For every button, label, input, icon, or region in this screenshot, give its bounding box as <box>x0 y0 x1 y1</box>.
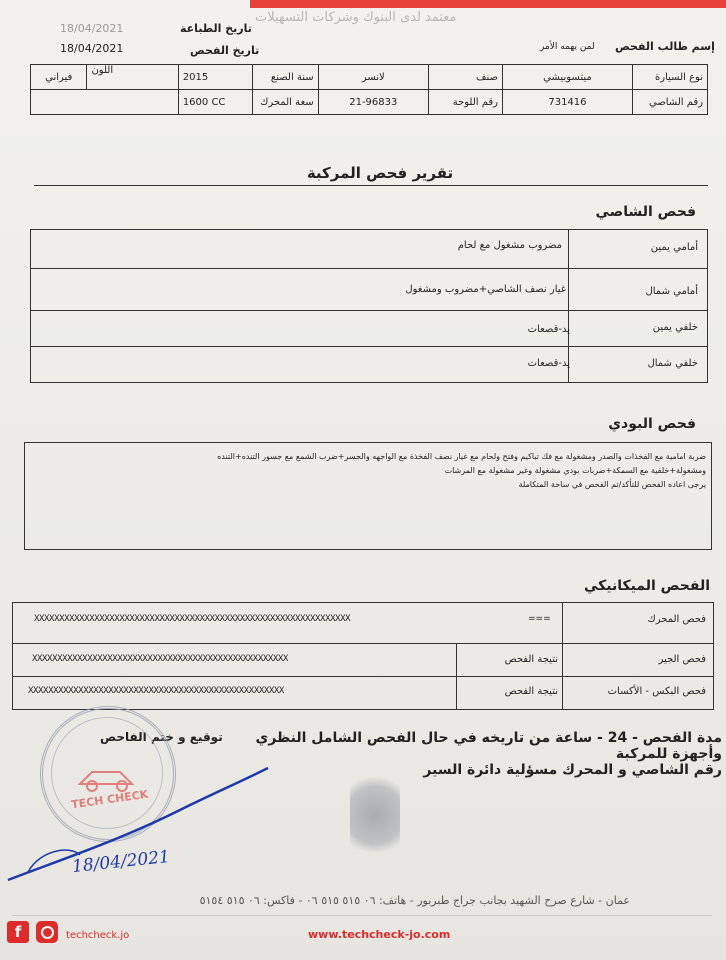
mechanical-col-divider <box>456 643 457 709</box>
body-finding-line-3: يرجى اعاده الفحص للتأكد/تم الفحص في ساحة المتكاملة <box>518 480 706 489</box>
gear-check-label: فحص الجير <box>658 654 706 665</box>
chassis-section-title: فحص الشاصي <box>595 204 696 220</box>
validity-note: مدة الفحص - 24 - ساعة من تاريخه في حال الفحص الشامل النظري وأجهزة للمركبة <box>255 730 722 762</box>
responsibility-note: رقم الشاصي و المحرك مسؤلية دائرة السير <box>423 762 722 778</box>
stamp-brand-text: TECH CHECK <box>70 787 150 812</box>
gear-check-result: XXXXXXXXXXXXXXXXXXXXXXXXXXXXXXXXXXXXXXXXXXXXXXXXXXX <box>32 654 288 664</box>
chassis-front-left-value: غيار نصف الشاصي+مضروب ومشغول <box>405 284 566 295</box>
vehicle-info-table <box>30 64 708 115</box>
year-value: 2015 <box>178 65 252 90</box>
gear-result-label: نتيجة الفحص <box>504 654 558 665</box>
chassis-rear-right-label: خلفي يمين <box>652 322 698 333</box>
signature-label: توقيع و ختم الفاحص <box>100 730 223 744</box>
inspector-signature <box>0 760 280 890</box>
type-value: ميتسوبيشي <box>503 65 633 90</box>
engine-check-result: XXXXXXXXXXXXXXXXXXXXXXXXXXXXXXXXXXXXXXXXXXXXXXXXXXXXXXXXXXXXXXX <box>34 614 351 624</box>
year-label: سنة الصنع <box>252 65 318 90</box>
requester-label: إسم طالب الفحص <box>615 40 715 53</box>
inspection-date-label: تاريخ الفحص <box>190 44 260 57</box>
chassis-rear-left-label: خلفي شمال <box>647 358 698 369</box>
chassis-front-right-value: مضروب مشغول مع لحام <box>457 240 562 251</box>
class-value: لانسر <box>318 65 428 90</box>
mechanical-section-title: الفحص الميكانيكي <box>583 578 710 594</box>
axles-check-label: فحص البكس - الأكسات <box>607 686 706 697</box>
chassis-rear-right-value: يد-قصعات <box>527 324 570 335</box>
chassis-row-divider <box>30 310 707 311</box>
footer-address: عمان - شارع صرح الشهيد بجانب جراج طبربور - هاتف: ٠٦ ٥١٥ ٥١٥ ٠٦ - فاكس: ٠٦ ٥١٥ ٥١٥٤ <box>199 894 630 907</box>
axles-result-label: نتيجة الفحص <box>504 686 558 697</box>
print-date-label: تاريخ الطباعة <box>180 22 252 35</box>
mechanical-row-divider <box>12 643 713 644</box>
engine-check-marker: === <box>528 614 551 624</box>
footer-divider <box>12 915 712 916</box>
engine-value: 1600 CC <box>178 90 252 115</box>
mechanical-row-divider <box>12 676 713 677</box>
body-finding-line-2: ومشغولة+خلفية مع السمكة+ضربات بودي مشغولة وغير مشغولة مع المرشات <box>444 466 706 475</box>
print-date: 18/04/2021 <box>60 22 124 35</box>
axles-check-result: XXXXXXXXXXXXXXXXXXXXXXXXXXXXXXXXXXXXXXXXXXXXXXXXXXX <box>28 686 284 696</box>
color-value: فيراني <box>31 65 87 90</box>
instagram-icon[interactable] <box>36 921 58 943</box>
color-label: اللون <box>87 65 178 90</box>
facebook-icon[interactable]: f <box>7 921 29 943</box>
requester-value: لمن يهمه الأمر <box>540 42 595 52</box>
social-handle[interactable]: techcheck.jo <box>66 930 130 941</box>
website-link[interactable]: www.techcheck-jo.com <box>308 928 451 941</box>
mechanical-col-divider <box>562 602 563 709</box>
class-label: صنف <box>428 65 502 90</box>
engine-number-photo <box>350 770 400 860</box>
handwritten-date: 18/04/2021 <box>71 846 171 878</box>
engine-check-label: فحص المحرك <box>647 614 706 625</box>
title-divider <box>34 185 708 186</box>
type-label: نوع السيارة <box>632 65 707 90</box>
chassis-front-right-label: أمامي يمين <box>650 242 698 253</box>
report-title: تقرير فحص المركبة <box>306 164 454 182</box>
plate-label: رقم اللوحة <box>428 90 502 115</box>
chassis-number-label: رقم الشاصي <box>632 90 707 115</box>
plate-value: 21-96833 <box>318 90 428 115</box>
body-finding-line-1: ضربة امامية مع الفخذات والصدر ومشغولة مع فك تباكيم وفتح ولحام مع غيار نصف الفخذة مع الواجهه والجسر+ضرب الشمع مع جسور التنده+التنده <box>217 452 706 461</box>
chassis-row-divider <box>30 346 707 347</box>
accreditation-text: معتمد لدى البنوك وشركات التسهيلات <box>255 10 457 25</box>
engine-label: سعة المحرك <box>252 90 318 115</box>
chassis-number-value: 731416 <box>503 90 633 115</box>
chassis-rear-left-value: يد-قصعات <box>527 358 570 369</box>
body-section-title: فحص البودي <box>608 416 696 432</box>
chassis-row-divider <box>30 268 707 269</box>
inspection-date: 18/04/2021 <box>60 42 124 55</box>
chassis-front-left-label: أمامي شمال <box>645 286 698 297</box>
brand-bar <box>250 0 726 8</box>
